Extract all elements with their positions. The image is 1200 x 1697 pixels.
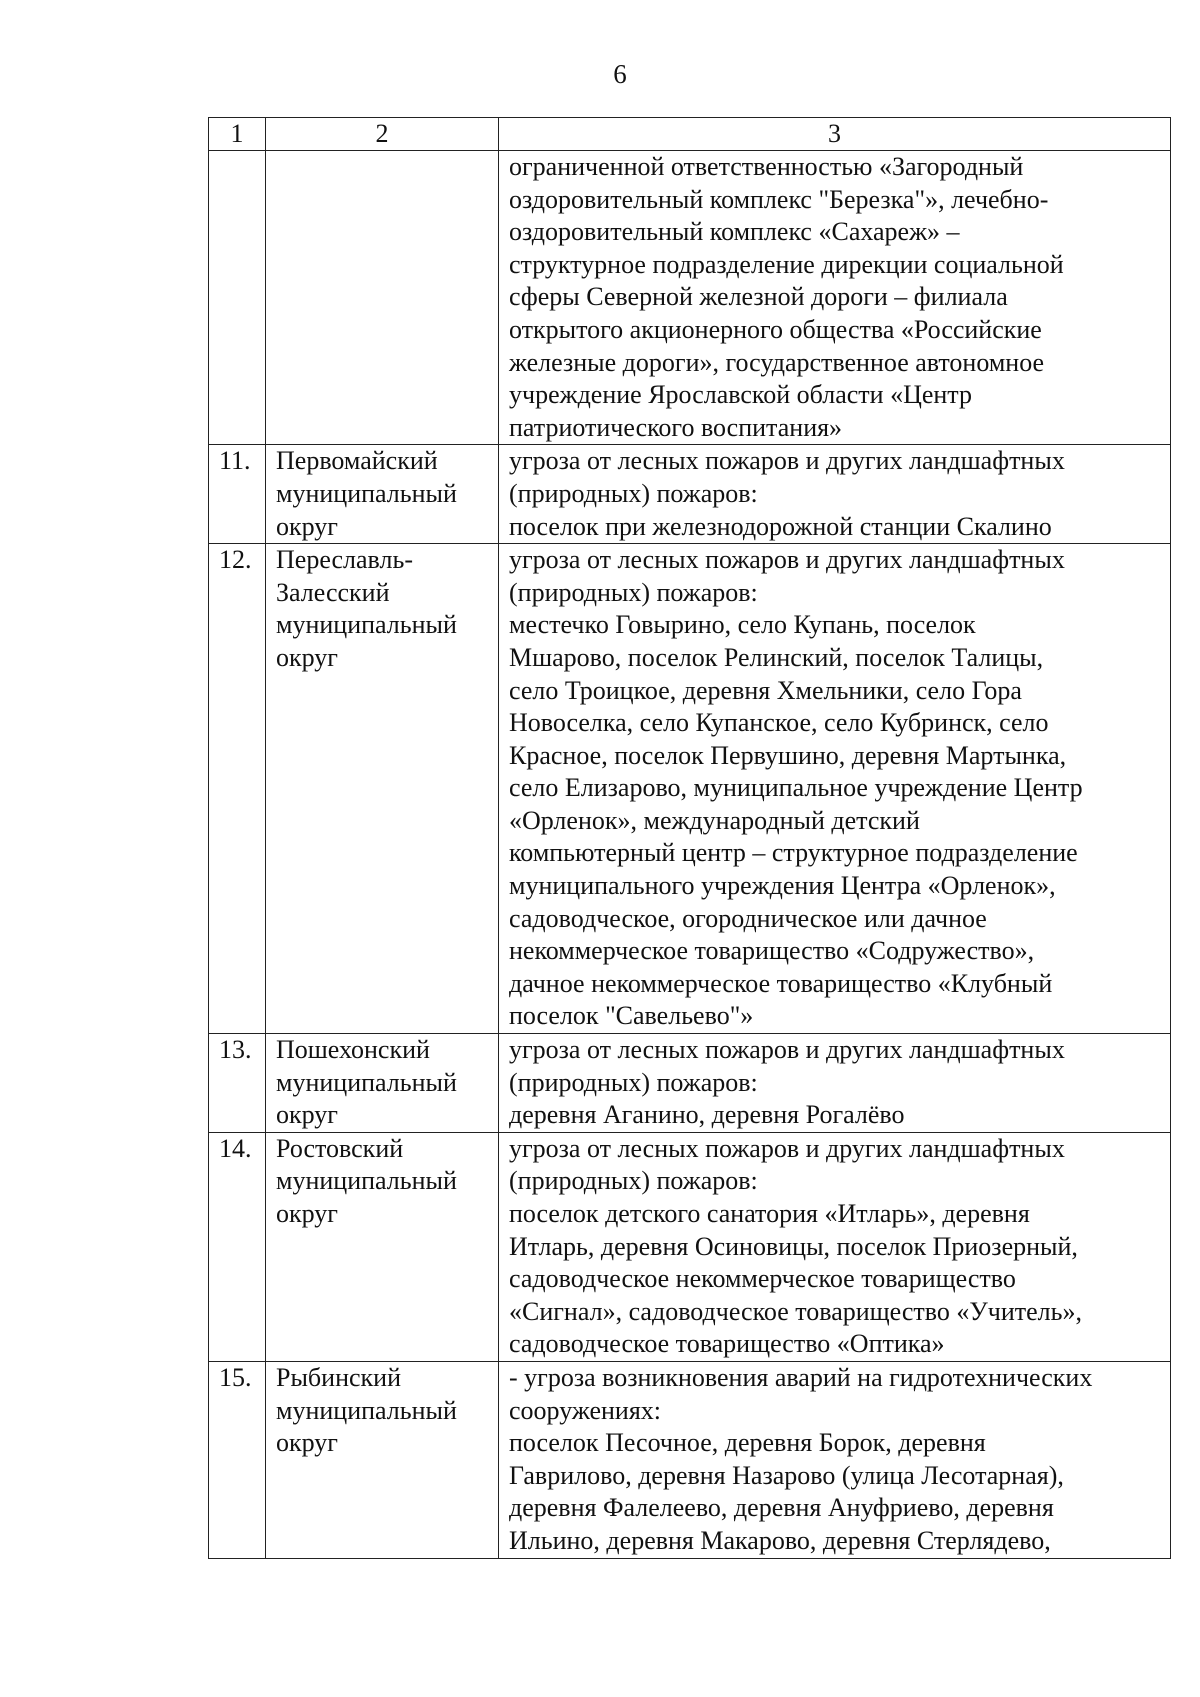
district-line: округ [276, 1199, 338, 1228]
row-number: 15. [209, 1361, 266, 1558]
description-line: Красное, поселок Первушино, деревня Мартынка, [509, 740, 1067, 770]
description-line: структурное подразделение дирекции социальной [509, 249, 1064, 279]
description-line: деревня Фалелеево, деревня Ануфриево, деревня [509, 1493, 1054, 1523]
description-line: сооружениях: [509, 1395, 662, 1425]
description-line: садоводческое товарищество «Оптика» [509, 1329, 945, 1359]
description-line: местечко Говырино, село Купань, поселок [509, 610, 976, 640]
threat-description [499, 1132, 1171, 1361]
district-name [266, 1361, 499, 1558]
threat-description [499, 151, 1171, 445]
description-line: оздоровительный комплекс «Сахареж» – [509, 217, 960, 247]
threat-description [499, 1361, 1171, 1558]
description-line: ограниченной ответственностью «Загородный [509, 152, 1024, 181]
district-line: Ростовский [276, 1133, 404, 1163]
district-line: округ [276, 1428, 338, 1458]
threat-description [499, 544, 1171, 1034]
description-line: Новоселка, село Купанское, село Кубринск, село [509, 708, 1049, 738]
district-line: округ [276, 1100, 338, 1130]
description-line: (природных) пожаров: [509, 1067, 758, 1097]
district-line: Залесский [276, 577, 390, 607]
description-line: Ильино, деревня Макарово, деревня Стерлядево, [509, 1525, 1051, 1555]
district-line: муниципальный [276, 478, 457, 508]
table-row [209, 1034, 1171, 1133]
description-line: (природных) пожаров: [509, 577, 758, 607]
description-line: (природных) пожаров: [509, 1166, 758, 1196]
table-row [209, 544, 1171, 1034]
description-line: некоммерческое товарищество «Содружество», [509, 936, 1035, 966]
district-line: округ [276, 511, 338, 541]
description-line: компьютерный центр – структурное подразделение [509, 838, 1078, 868]
district-line: муниципальный [276, 1166, 457, 1196]
description-line: поселок Песочное, деревня Борок, деревня [509, 1428, 986, 1458]
description-line: открытого акционерного общества «Российские [509, 314, 1042, 344]
description-line: угроза от лесных пожаров и других ландшафтных [509, 1133, 1065, 1163]
district-line: муниципальный [276, 1395, 457, 1425]
table-row [209, 1132, 1171, 1361]
description-line: садоводческое, огородническое или дачное [509, 903, 987, 933]
header-col-1: 1 [209, 118, 266, 151]
district-name [266, 151, 499, 445]
district-line: Переславль- [276, 545, 413, 575]
description-line: (природных) пожаров: [509, 478, 758, 508]
header-col-2: 2 [266, 118, 499, 151]
description-line: дачное некоммерческое товарищество «Клубный [509, 968, 1053, 998]
description-line: поселок детского санатория «Итларь», деревня [509, 1199, 1030, 1228]
threat-description [499, 445, 1171, 544]
description-line: Мшарово, поселок Релинский, поселок Талицы, [509, 642, 1044, 672]
row-number: 11. [209, 445, 266, 544]
table-row [209, 1361, 1171, 1558]
description-line: сферы Северной железной дороги – филиала [509, 282, 1008, 312]
row-number: 13. [209, 1034, 266, 1133]
district-line: округ [276, 642, 338, 672]
district-name [266, 1034, 499, 1133]
territories-table [208, 117, 1171, 1559]
description-line: угроза от лесных пожаров и других ландшафтных [509, 446, 1065, 476]
description-line: село Троицкое, деревня Хмельники, село Гора [509, 675, 1022, 705]
district-line: муниципальный [276, 1067, 457, 1097]
page-number: 6 [613, 59, 627, 89]
district-name [266, 445, 499, 544]
district-name [266, 1132, 499, 1361]
description-line: «Орленок», международный детский [509, 805, 920, 835]
description-line: Гаврилово, деревня Назарово (улица Лесотарная), [509, 1460, 1064, 1490]
description-line: патриотического воспитания» [509, 412, 843, 442]
description-line: поселок при железнодорожной станции Скалино [509, 511, 1052, 541]
description-line: оздоровительный комплекс "Березка"», лечебно- [509, 184, 1049, 214]
description-line: угроза от лесных пожаров и других ландшафтных [509, 545, 1065, 575]
description-line: садоводческое некоммерческое товарищество [509, 1264, 1016, 1294]
threat-description [499, 1034, 1171, 1133]
table-body [209, 151, 1171, 1559]
district-line: Рыбинский [276, 1362, 401, 1392]
description-line: учреждение Ярославской области «Центр [509, 380, 972, 410]
district-line: Пошехонский [276, 1035, 430, 1065]
row-number: 14. [209, 1132, 266, 1361]
row-number: 12. [209, 544, 266, 1034]
row-number [209, 151, 266, 445]
header-col-3: 3 [499, 118, 1171, 151]
district-line: муниципальный [276, 610, 457, 640]
description-line: железные дороги», государственное автономное [509, 347, 1045, 377]
district-line: Первомайский [276, 446, 438, 476]
table-row [209, 445, 1171, 544]
description-line: угроза от лесных пожаров и других ландшафтных [509, 1035, 1065, 1065]
description-line: муниципального учреждения Центра «Орленок», [509, 871, 1056, 901]
table-header-row [209, 118, 1171, 151]
description-line: деревня Аганино, деревня Рогалёво [509, 1100, 905, 1130]
description-line: село Елизарово, муниципальное учреждение Центр [509, 773, 1083, 803]
description-line: «Сигнал», садоводческое товарищество «Учитель», [509, 1296, 1083, 1326]
table-row [209, 151, 1171, 445]
description-line: - угроза возникновения аварий на гидротехнических [509, 1362, 1093, 1392]
description-line: Итларь, деревня Осиновицы, поселок Приозерный, [509, 1231, 1078, 1261]
description-line: поселок "Савельево"» [509, 1001, 754, 1031]
district-name [266, 544, 499, 1034]
